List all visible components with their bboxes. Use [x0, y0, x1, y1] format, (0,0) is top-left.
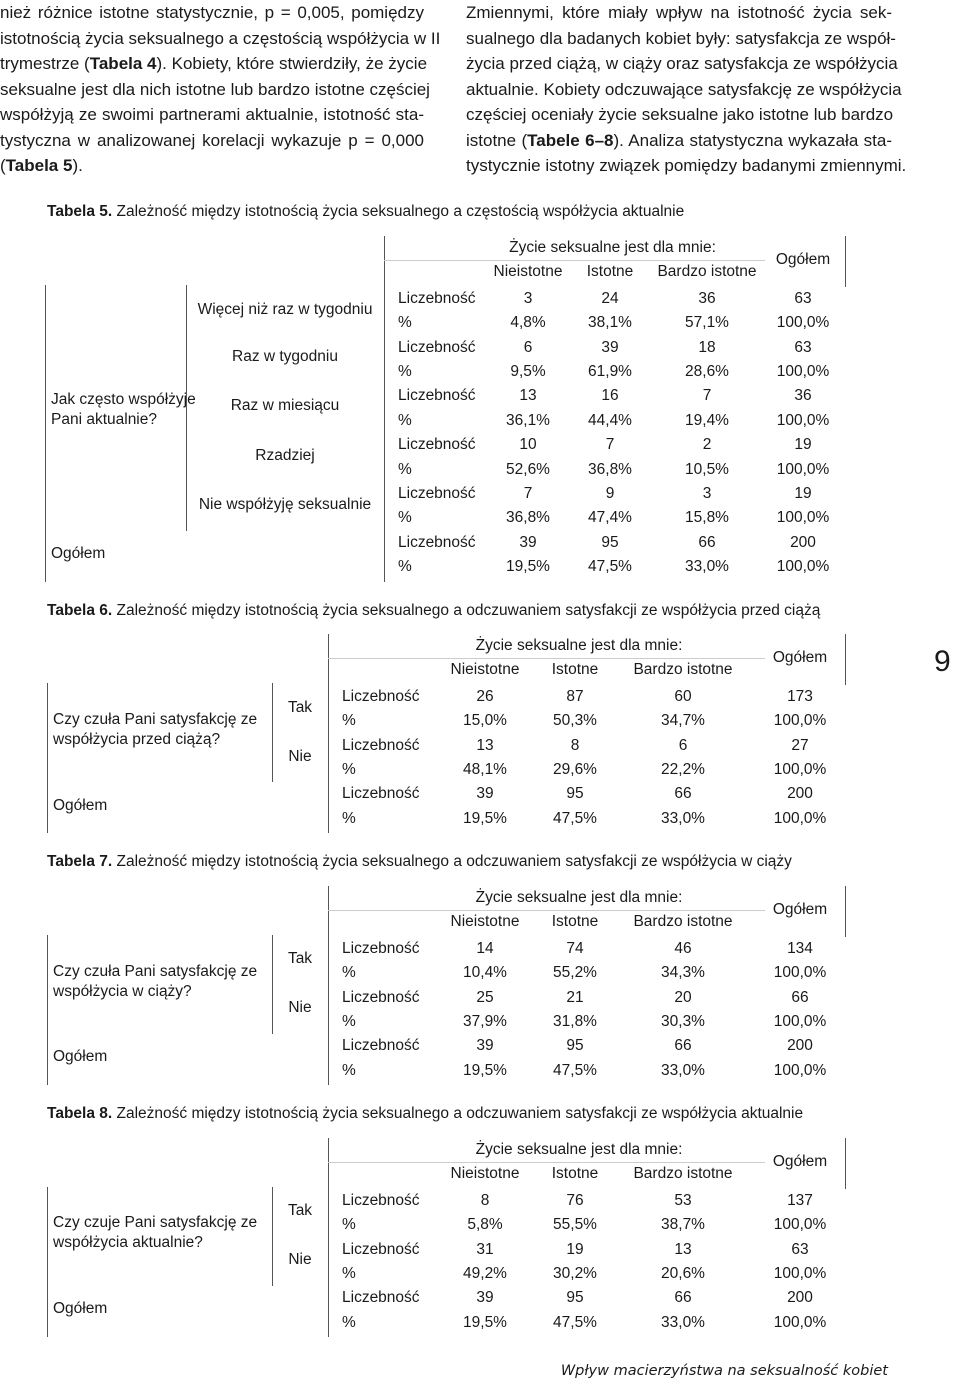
table-cell: 55,5% [553, 1216, 597, 1234]
table-cell: 66 [791, 988, 809, 1006]
table-header-column: Nieistotne [493, 263, 563, 281]
table-row-label: % [342, 1265, 356, 1282]
table-row-label: Liczebność [342, 1191, 420, 1209]
table-question-line: współżycia aktualnie? [53, 1234, 203, 1251]
table-rule [47, 935, 48, 1085]
table-cell: 13 [674, 1240, 692, 1258]
table-cell: 3 [523, 289, 533, 307]
intro-left-line: tystyczna w analizowanej korelacji wykazuje p = 0,000 [0, 130, 424, 150]
table-5-caption: Tabela 5. Zależność między istotnością życia seksualnego a częstością współżycia aktualnie [47, 203, 685, 220]
table-row [0, 360, 960, 384]
table-rule [328, 910, 765, 911]
table-rule [845, 1138, 846, 1189]
table-row-label: Liczebność [342, 736, 420, 754]
table-header-column: Nieistotne [450, 661, 520, 679]
table-row [0, 709, 960, 733]
table-cell: 22,2% [661, 761, 705, 778]
table-question-line: Pani aktualnie? [51, 411, 157, 428]
table-row-label: % [342, 809, 356, 827]
intro-right-line: tystycznie istotny związek pomiędzy badanymi zmiennymi. [466, 156, 907, 175]
table-cell: 76 [566, 1191, 584, 1209]
intro-right-line: Zmiennymi, które miały wpływ na istotność życia sek- [466, 3, 892, 22]
table-cell: 100,0% [773, 1013, 827, 1030]
table-cell: 15,8% [685, 509, 729, 527]
table-cell: 47,5% [553, 1313, 597, 1331]
table-cell: 3 [702, 485, 712, 502]
table-cell: 36 [794, 387, 812, 405]
table-cell: 28,6% [685, 363, 729, 380]
table-header-column: Bardzo istotne [633, 1165, 733, 1183]
table-row-label: % [342, 761, 356, 778]
table-cell: 9,5% [510, 363, 546, 380]
table-row [0, 1034, 960, 1058]
table-cell: 25 [476, 988, 494, 1006]
table-header-group: Życie seksualne jest dla mnie: [475, 637, 683, 654]
table-cell: 30,2% [553, 1265, 597, 1282]
table-cell: 36,8% [506, 509, 550, 527]
table-cell: 19,5% [463, 809, 507, 827]
table-row [0, 1189, 960, 1213]
table-cell: 24 [601, 289, 619, 307]
table-header-total: Ogółem [772, 1153, 828, 1171]
table-cell: 100,0% [776, 314, 830, 332]
table-header-group: Życie seksualne jest dla mnie: [509, 239, 716, 256]
intro-left-line: (Tabela 5). [0, 156, 83, 175]
table-group-label: Raz w miesiącu [230, 396, 340, 414]
table-cell: 200 [787, 785, 813, 803]
table-header-column: Istotne [551, 1165, 599, 1183]
table-cell: 47,4% [588, 509, 632, 527]
table-rule [272, 1187, 273, 1287]
table-cell: 9 [605, 485, 615, 502]
table-header-column: Istotne [551, 913, 599, 931]
table-cell: 2 [702, 436, 712, 454]
intro-right-line: sualnego dla badanych kobiet były: satysfakcja ze współ- [466, 28, 896, 48]
table-question-line: Czy czuje Pani satysfakcję ze [53, 1214, 258, 1231]
table-cell: 100,0% [773, 1265, 827, 1282]
table-cell: 14 [476, 939, 494, 957]
table-row [0, 531, 960, 555]
table-cell: 33,0% [685, 558, 729, 576]
table-row [0, 1262, 960, 1286]
table-cell: 50,3% [553, 712, 597, 730]
table-group-label: Nie [288, 998, 312, 1016]
table-row [0, 961, 960, 985]
table-cell: 47,5% [553, 809, 597, 827]
table-cell: 66 [674, 1289, 692, 1307]
table-cell: 27 [791, 736, 809, 754]
table-row [0, 1059, 960, 1083]
intro-left-line: współżyją ze swoimi partnerami aktualnie, istotność sta- [0, 105, 424, 124]
table-cell: 60 [674, 687, 692, 705]
table-cell: 13 [476, 736, 494, 754]
table-cell: 173 [787, 687, 813, 705]
table-row-label: % [342, 1216, 356, 1234]
table-cell: 19 [566, 1240, 584, 1258]
table-cell: 19,5% [506, 558, 550, 576]
table-rule [845, 236, 846, 287]
table-row [0, 555, 960, 579]
table-cell: 200 [787, 1289, 813, 1307]
table-row-label: % [342, 1013, 356, 1030]
table-row [0, 336, 960, 360]
table-cell: 39 [476, 1289, 494, 1307]
table-cell: 4,8% [510, 314, 546, 332]
table-cell: 100,0% [773, 712, 827, 730]
table-cell: 36 [698, 289, 716, 307]
table-rule [384, 236, 385, 582]
table-cell: 36,1% [506, 411, 550, 429]
table-cell: 36,8% [588, 460, 632, 478]
table-cell: 66 [674, 785, 692, 803]
table-row [0, 482, 960, 506]
table-row-label: % [398, 509, 412, 527]
table-cell: 21 [566, 988, 584, 1006]
table-row [0, 409, 960, 433]
table-rule [272, 683, 273, 783]
table-rule [328, 658, 765, 659]
table-cell: 61,9% [588, 363, 632, 380]
table-header-group: Życie seksualne jest dla mnie: [475, 889, 683, 906]
table-cell: 19,5% [463, 1313, 507, 1331]
table-cell: 20,6% [661, 1265, 705, 1282]
table-cell: 33,0% [661, 1313, 705, 1331]
table-cell: 134 [787, 939, 813, 957]
table-cell: 7 [702, 387, 712, 405]
table-cell: 10,5% [685, 460, 729, 478]
table-cell: 15,0% [463, 712, 507, 730]
table-row-label: % [398, 411, 412, 429]
table-row-label: % [398, 460, 412, 478]
table-cell: 39 [601, 338, 619, 356]
table-total-label: Ogółem [51, 545, 106, 562]
table-rule [186, 285, 187, 531]
table-row-label: % [342, 712, 356, 730]
table-row [0, 758, 960, 782]
intro-left-line: nież różnice istotne statystycznie, p = 0,005, pomiędzy [0, 3, 424, 22]
table-cell: 63 [791, 1240, 809, 1258]
intro-paragraph-right [466, 0, 907, 179]
table-rule [384, 260, 765, 261]
table-row [0, 458, 960, 482]
table-cell: 19,4% [685, 411, 729, 429]
table-cell: 53 [674, 1191, 692, 1209]
table-cell: 39 [476, 1037, 494, 1055]
table-cell: 8 [570, 736, 580, 754]
table-header-column: Bardzo istotne [633, 913, 733, 931]
table-cell: 87 [566, 687, 584, 705]
table-cell: 66 [698, 533, 716, 551]
table-cell: 5,8% [467, 1216, 503, 1234]
table-row-label: Liczebność [342, 1037, 420, 1055]
table-cell: 74 [566, 939, 584, 957]
table-rule [328, 886, 329, 1085]
table-cell: 13 [519, 387, 537, 405]
table-cell: 10 [519, 436, 537, 454]
intro-left-line: istotnością życia seksualnego a częstością współżycia w II [0, 28, 441, 48]
table-row [0, 384, 960, 408]
table-cell: 63 [794, 289, 812, 307]
intro-right-line: życia przed ciążą, w ciąży oraz satysfakcja ze współżycia [466, 54, 898, 73]
table-row [0, 782, 960, 806]
table-cell: 20 [674, 988, 692, 1006]
table-cell: 16 [601, 387, 619, 405]
table-rule [47, 1187, 48, 1337]
running-footer: Wpływ macierzyństwa na seksualność kobiet [560, 1363, 888, 1379]
table-row-label: % [398, 558, 412, 576]
table-cell: 7 [605, 436, 615, 454]
table-total-label: Ogółem [53, 1300, 108, 1317]
table-cell: 52,6% [506, 460, 550, 478]
table-group-label: Nie [288, 747, 312, 765]
table-cell: 47,5% [553, 1061, 597, 1079]
table-row-label: Liczebność [398, 533, 476, 551]
table-cell: 10,4% [463, 964, 507, 982]
table-header-column: Nieistotne [450, 913, 520, 931]
intro-left-line: trymestrze (Tabela 4). Kobiety, które stwierdziły, że życie [0, 54, 428, 73]
table-row [0, 937, 960, 961]
table-cell: 100,0% [776, 509, 830, 527]
intro-right-line: częściej oceniały życie seksualne jako istotne lub bardzo [466, 105, 894, 124]
table-6-caption: Tabela 6. Zależność między istotnością życia seksualnego a odczuwaniem satysfakcji ze współżycia przed ciążą [47, 602, 821, 619]
table-cell: 31 [476, 1240, 494, 1258]
table-row-label: Liczebność [398, 387, 476, 405]
table-row-label: Liczebność [342, 988, 420, 1006]
table-cell: 46 [674, 939, 692, 957]
table-total-label: Ogółem [53, 797, 108, 814]
table-row [0, 807, 960, 831]
table-cell: 100,0% [773, 809, 827, 827]
table-header-column: Istotne [586, 263, 634, 281]
table-cell: 95 [566, 785, 584, 803]
table-group-label: Tak [287, 1201, 313, 1219]
table-question-line: Jak często współżyje [51, 391, 196, 408]
table-8-caption: Tabela 8. Zależność między istotnością życia seksualnego a odczuwaniem satysfakcji ze współżycia aktualnie [47, 1105, 804, 1122]
table-cell: 200 [787, 1037, 813, 1055]
table-row-label: % [342, 1061, 356, 1079]
table-rule [328, 1162, 765, 1163]
table-row-label: Liczebność [342, 1240, 420, 1258]
table-cell: 6 [523, 338, 533, 356]
table-cell: 38,1% [588, 314, 632, 332]
intro-right-line: aktualnie. Kobiety odczuwające satysfakcję ze współżycia [466, 79, 902, 99]
table-header-column: Nieistotne [450, 1165, 520, 1183]
table-cell: 39 [519, 533, 537, 551]
table-cell: 100,0% [776, 363, 830, 380]
table-row-label: Liczebność [342, 785, 420, 803]
table-cell: 95 [566, 1289, 584, 1307]
table-question-line: współżycia przed ciążą? [53, 731, 221, 748]
table-cell: 7 [523, 485, 533, 502]
table-row [0, 1213, 960, 1237]
table-rule [47, 683, 48, 833]
table-header-column: Bardzo istotne [657, 263, 757, 281]
table-rule [45, 285, 46, 582]
table-row [0, 433, 960, 457]
table-cell: 19 [794, 485, 812, 502]
table-row [0, 506, 960, 530]
table-question-line: Czy czuła Pani satysfakcję ze [53, 963, 258, 980]
table-cell: 39 [476, 785, 494, 803]
table-row [0, 685, 960, 709]
table-rule [845, 634, 846, 685]
page-number: 9 [934, 645, 951, 678]
table-cell: 44,4% [588, 411, 632, 429]
table-cell: 100,0% [776, 558, 830, 576]
table-header-total: Ogółem [775, 251, 831, 269]
table-cell: 100,0% [773, 1061, 827, 1079]
table-header-column: Istotne [551, 661, 599, 679]
table-cell: 100,0% [773, 964, 827, 982]
table-cell: 33,0% [661, 809, 705, 827]
table-row-label: % [398, 314, 412, 332]
table-cell: 137 [787, 1191, 813, 1209]
table-cell: 34,3% [661, 964, 705, 982]
table-row [0, 1286, 960, 1310]
intro-right-line: istotne (Tabele 6–8). Analiza statystyczna wykazała sta- [466, 130, 892, 150]
table-cell: 48,1% [463, 761, 507, 778]
table-group-label: Więcej niż raz w tygodniu [197, 300, 373, 318]
table-header-group: Życie seksualne jest dla mnie: [475, 1141, 683, 1158]
table-group-label: Rzadziej [255, 446, 315, 464]
table-cell: 31,8% [553, 1013, 597, 1030]
table-cell: 100,0% [776, 411, 830, 429]
table-cell: 100,0% [773, 1216, 827, 1234]
table-group-label: Nie [288, 1250, 312, 1268]
table-cell: 19,5% [463, 1061, 507, 1079]
table-row-label: Liczebność [398, 289, 476, 307]
table-cell: 30,3% [661, 1013, 705, 1030]
table-cell: 37,9% [463, 1013, 507, 1030]
table-row-label: Liczebność [342, 1289, 420, 1307]
table-group-label: Raz w tygodniu [232, 347, 338, 365]
table-cell: 200 [790, 533, 816, 551]
table-rule [328, 1138, 329, 1337]
table-cell: 66 [674, 1037, 692, 1055]
table-group-label: Tak [287, 698, 313, 716]
table-row [0, 1238, 960, 1262]
table-question-line: współżycia w ciąży? [53, 983, 192, 1000]
table-cell: 63 [794, 338, 812, 356]
table-cell: 95 [601, 533, 619, 551]
table-cell: 49,2% [463, 1265, 507, 1282]
table-header-column: Bardzo istotne [633, 661, 733, 679]
intro-left-line: seksualne jest dla nich istotne lub bardzo istotne częściej [0, 79, 430, 99]
table-cell: 100,0% [776, 460, 830, 478]
table-row [0, 311, 960, 335]
table-cell: 34,7% [661, 712, 705, 730]
table-cell: 18 [698, 338, 716, 356]
table-group-label: Nie współżyję seksualnie [198, 495, 372, 513]
table-row [0, 1311, 960, 1335]
table-cell: 26 [476, 687, 494, 705]
table-question-line: Czy czuła Pani satysfakcję ze [53, 711, 258, 728]
table-row-label: Liczebność [342, 687, 420, 705]
table-row [0, 287, 960, 311]
table-cell: 19 [794, 436, 812, 454]
table-rule [328, 634, 329, 833]
table-header-total: Ogółem [772, 649, 828, 667]
table-cell: 95 [566, 1037, 584, 1055]
table-cell: 100,0% [773, 1313, 827, 1331]
table-cell: 8 [480, 1191, 490, 1209]
table-cell: 38,7% [661, 1216, 705, 1234]
table-row-label: Liczebność [398, 436, 476, 454]
table-7-caption: Tabela 7. Zależność między istotnością życia seksualnego a odczuwaniem satysfakcji ze współżycia w ciąży [47, 853, 792, 870]
table-cell: 29,6% [553, 761, 597, 778]
table-cell: 57,1% [685, 314, 729, 332]
intro-paragraph-left [0, 0, 441, 179]
table-row-label: % [342, 964, 356, 982]
table-cell: 33,0% [661, 1061, 705, 1079]
table-cell: 55,2% [553, 964, 597, 982]
table-group-label: Tak [287, 949, 313, 967]
table-cell: 6 [678, 736, 688, 754]
table-rule [272, 935, 273, 1035]
table-row-label: % [398, 363, 412, 380]
table-rule [845, 886, 846, 937]
table-row [0, 986, 960, 1010]
table-row-label: % [342, 1313, 356, 1331]
table-row-label: Liczebność [398, 485, 476, 502]
table-cell: 47,5% [588, 558, 632, 576]
table-cell: 100,0% [773, 761, 827, 778]
table-row-label: Liczebność [342, 939, 420, 957]
table-row [0, 734, 960, 758]
table-row-label: Liczebność [398, 338, 476, 356]
table-total-label: Ogółem [53, 1048, 108, 1065]
table-row [0, 1010, 960, 1034]
table-header-total: Ogółem [772, 901, 828, 919]
